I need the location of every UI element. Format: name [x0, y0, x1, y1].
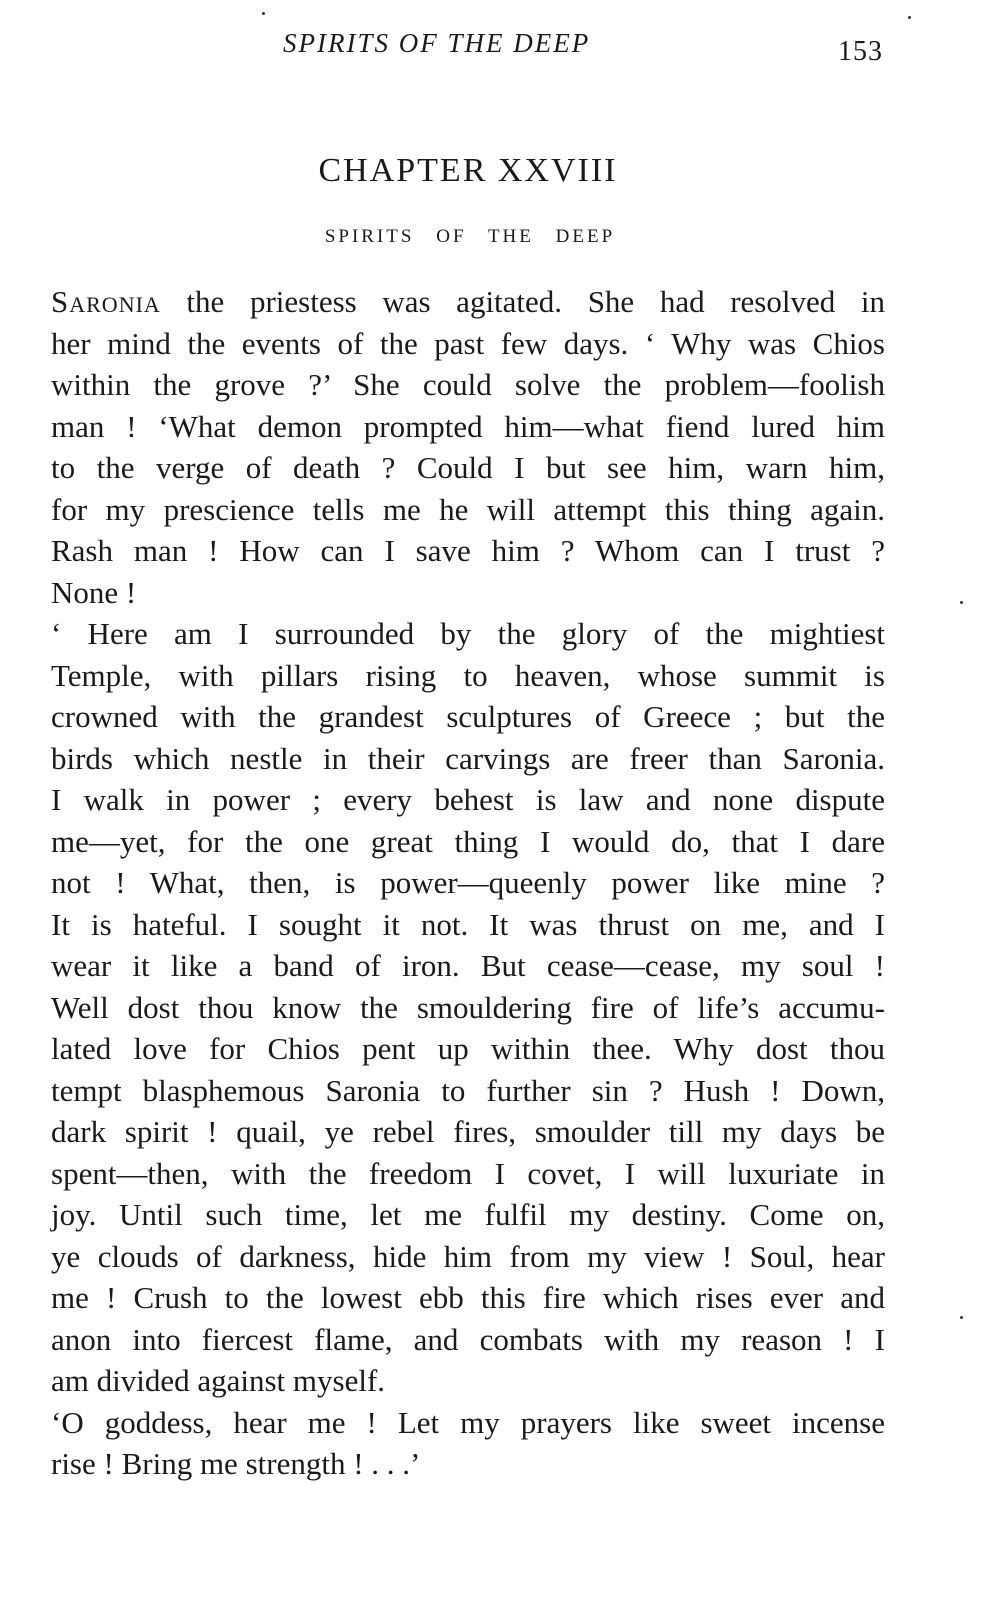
- text-line: within the grove ?’ She could solve the problem—foolish: [51, 367, 885, 402]
- scan-speck: [960, 1316, 963, 1319]
- running-title: SPIRITS OF THE DEEP: [283, 28, 591, 58]
- body-text: [51, 281, 885, 1485]
- text-line: her mind the events of the past few days. ‘ Why was Chios: [51, 325, 885, 361]
- text-line: tempt blasphemous Saronia to further sin ? Hush ! Down,: [51, 1072, 885, 1108]
- chapter-heading: CHAPTER XXVIII: [318, 152, 618, 189]
- text-line: I walk in power ; every behest is law and none dispute: [51, 782, 885, 817]
- text-line: for my prescience tells me he will attempt this thing again.: [51, 491, 885, 527]
- text-line: Rash man ! How can I save him ? Whom can I trust ?: [51, 533, 885, 568]
- text-line: wear it like a band of iron. But cease—cease, my soul !: [51, 948, 885, 983]
- text-line: birds which nestle in their carvings are freer than Saronia.: [51, 740, 885, 776]
- text-line: rise ! Bring me strength ! . . .’: [51, 1446, 421, 1481]
- text-line: ‘ Here am I surrounded by the glory of the mightiest: [51, 616, 885, 651]
- text-line: anon into fiercest flame, and combats with my reason ! I: [51, 1321, 885, 1357]
- text-line: spent—then, with the freedom I covet, I will luxuriate in: [51, 1155, 885, 1191]
- chapter-subheading: [0, 226, 940, 248]
- text-line: dark spirit ! quail, ye rebel fires, smoulder till my days be: [51, 1114, 885, 1149]
- text-line: ye clouds of darkness, hide him from my view ! Soul, hear: [51, 1238, 885, 1274]
- subheading-word: OF: [436, 226, 467, 247]
- scan-speck: [262, 12, 265, 15]
- text-line: It is hateful. I sought it not. It was thrust on me, and I: [51, 906, 885, 942]
- paragraph-1: [51, 281, 885, 613]
- text-line: ‘O goddess, hear me ! Let my prayers like sweet incense: [51, 1404, 885, 1440]
- text-line: me ! Crush to the lowest ebb this fire which rises ever and: [51, 1280, 885, 1315]
- scan-speck: [908, 16, 911, 19]
- text-line: Temple, with pillars rising to heaven, whose summit is: [51, 657, 885, 693]
- paragraph-3: [51, 1402, 885, 1485]
- text-line: None !: [51, 574, 137, 610]
- text-line: joy. Until such time, let me fulfil my destiny. Come on,: [51, 1197, 885, 1232]
- paragraph-2: [51, 613, 885, 1402]
- text-line: [51, 281, 885, 323]
- scan-speck: [960, 601, 963, 604]
- text-line: man ! ‘What demon prompted him—what fiend lured him: [51, 408, 885, 444]
- subheading-word: DEEP: [555, 226, 616, 247]
- line-text: the priestess was agitated. She had resolved in: [160, 284, 885, 319]
- text-line: to the verge of death ? Could I but see him, warn him,: [51, 450, 885, 485]
- text-line: am divided against myself.: [51, 1363, 386, 1398]
- subheading-word: THE: [487, 226, 534, 247]
- text-line: not ! What, then, is power—queenly power like mine ?: [51, 865, 885, 900]
- text-line: Well dost thou know the smouldering fire of life’s accumu-: [51, 989, 885, 1025]
- text-line: me—yet, for the one great thing I would do, that I dare: [51, 823, 885, 859]
- subheading-word: SPIRITS: [324, 226, 415, 247]
- text-line: lated love for Chios pent up within thee. Why dost thou: [51, 1031, 885, 1066]
- page-number: 153: [838, 36, 883, 67]
- lead-word: Saronia: [51, 284, 161, 319]
- text-line: crowned with the grandest sculptures of Greece ; but the: [51, 699, 885, 734]
- running-head: [0, 24, 1002, 67]
